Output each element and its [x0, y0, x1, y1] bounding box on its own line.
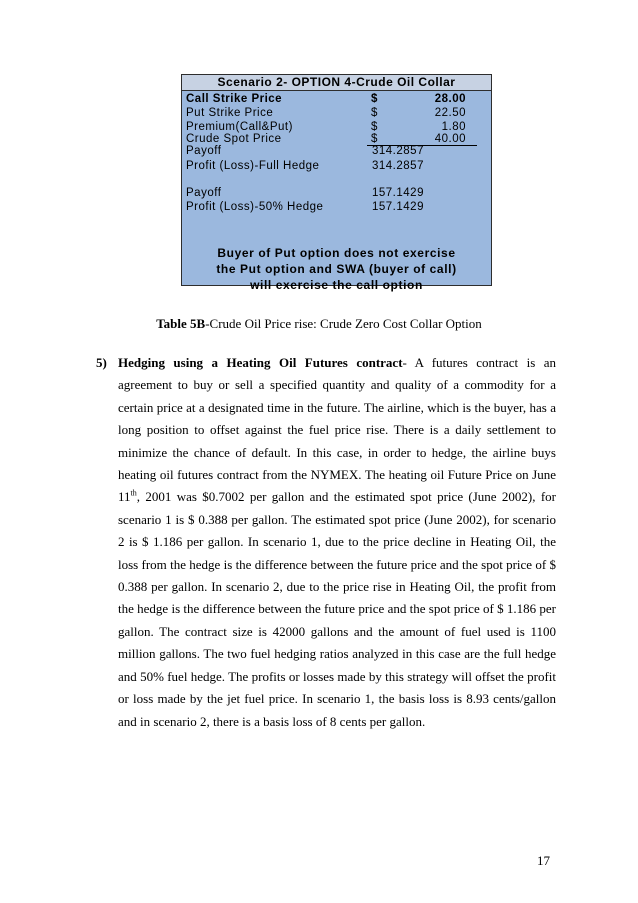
note-line: will exercise the call option [250, 278, 423, 292]
table-row [186, 92, 486, 106]
row-label: Profit (Loss)-Full Hedge [186, 160, 320, 172]
row-value: 157.1429 [372, 187, 424, 199]
row-value: 40.00 [434, 133, 466, 145]
page-number: 17 [537, 853, 550, 868]
table-title: Scenario 2- OPTION 4-Crude Oil Collar [182, 75, 491, 91]
row-label: Call Strike Price [186, 93, 283, 105]
superscript: th [130, 489, 137, 499]
row-label: Premium(Call&Put) [186, 121, 293, 133]
row-currency: $ [371, 93, 378, 105]
note-line: the Put option and SWA (buyer of call) [216, 262, 457, 276]
caption-text: -Crude Oil Price rise: Crude Zero Cost Collar Option [205, 316, 482, 331]
row-value: 157.1429 [372, 201, 424, 213]
row-currency: $ [371, 121, 378, 133]
row-label: Profit (Loss)-50% Hedge [186, 201, 324, 213]
row-currency: $ [371, 107, 378, 119]
row-label: Payoff [186, 187, 222, 199]
row-value: 28.00 [434, 93, 466, 105]
table-note [182, 245, 491, 293]
section-paragraph [118, 352, 556, 733]
table-row [186, 144, 486, 158]
row-value: 314.2857 [372, 160, 424, 172]
row-currency: $ [371, 133, 378, 145]
note-line: Buyer of Put option does not exercise [217, 246, 456, 260]
table-row [186, 186, 486, 200]
row-value: 1.80 [441, 121, 466, 133]
row-label: Put Strike Price [186, 107, 274, 119]
paragraph-text: - A futures contract is an agreement to buy or sell a specified quantity and quality of a commodity for a certain price at a designated time in the future. The airline, which is the buyer, has a long position to offset against the fuel price rise. There is a daily settlement to minimize the chance of default. In this case, in order to hedge, the airline buys heating oil futures contract from the NYMEX. The heating oil Future Price on June 11 [118, 355, 557, 505]
row-label: Crude Spot Price [186, 133, 282, 145]
row-value: 22.50 [434, 107, 466, 119]
section-number: 5) [96, 355, 107, 370]
table-row [186, 159, 486, 173]
section-heading: Hedging using a Heating Oil Futures contract [118, 355, 403, 370]
table-row [186, 200, 486, 214]
table-row [186, 106, 486, 120]
row-value: 314.2857 [372, 145, 424, 157]
caption-label: Table 5B [156, 316, 206, 331]
paragraph-text-cont: , 2001 was $0.7002 per gallon and the estimated spot price (June 2002), for scenario 1 is $ 0.388 per gallon. The estimated spot price (June 2002), for scenario 2 is $ 1.186 per gallon. In scenario 1, due to the price decline in Heating Oil, the loss from the hedge is the difference between the future price and the spot price of $ 0.388 per gallon. In scenario 2, due to the price rise in Heating Oil, the profit from the hedge is the difference between the future price and the spot price of $ 1.186 per gallon. The contract size is 42000 gallons and the amount of fuel used is 1100 million gallons. The two fuel hedging ratios analyzed in this case are the full hedge and 50% fuel hedge. The profits or losses made by this strategy will offset the profit or loss made by the jet fuel price. In scenario 1, the basis loss is 8.93 cents/gallon and in scenario 2, there is a basis loss of 8 cents per gallon. [118, 489, 556, 729]
section-5 [96, 352, 556, 733]
table-caption [0, 316, 638, 332]
spreadsheet-table-image [181, 74, 492, 292]
row-label: Payoff [186, 145, 222, 157]
